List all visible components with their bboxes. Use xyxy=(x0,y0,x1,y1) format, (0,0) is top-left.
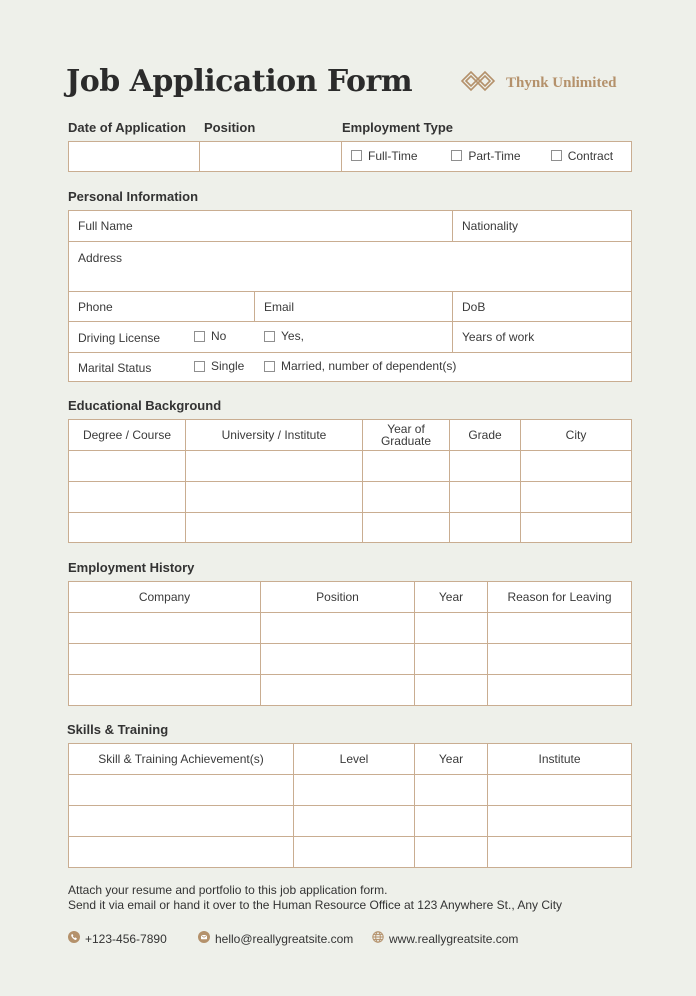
education-table xyxy=(68,419,632,543)
personal-information-title: Personal Information xyxy=(68,189,199,204)
dob-field[interactable]: DoB xyxy=(453,292,632,322)
table-row xyxy=(69,675,632,706)
married-checkbox[interactable] xyxy=(264,361,275,372)
table-row xyxy=(69,644,632,675)
employment-header-position: Position xyxy=(261,582,415,613)
years-of-work-field[interactable]: Years of work xyxy=(453,322,632,353)
skills-header-year: Year xyxy=(415,744,488,775)
position-field[interactable] xyxy=(200,142,342,172)
footer-instructions xyxy=(68,883,562,913)
skills-header-achievement: Skill & Training Achievement(s) xyxy=(69,744,294,775)
contact-website xyxy=(372,931,518,946)
footer-line-2: Send it via email or hand it over to the Human Resource Office at 123 Anywhere St., Any City xyxy=(68,898,563,912)
license-yes-option[interactable]: Yes, xyxy=(264,329,304,343)
employment-header-year: Year xyxy=(415,582,488,613)
married-option[interactable]: Married, number of dependent(s) xyxy=(264,359,456,373)
driving-license-field xyxy=(69,322,453,353)
contact-website-text[interactable]: www.reallygreatsite.com xyxy=(389,931,519,946)
educational-background-title: Educational Background xyxy=(68,398,222,413)
contact-email-text[interactable]: hello@reallygreatsite.com xyxy=(215,931,354,946)
table-row xyxy=(69,806,632,837)
license-yes-checkbox[interactable] xyxy=(264,331,275,342)
contract-checkbox[interactable] xyxy=(551,150,562,161)
skills-table xyxy=(68,743,632,868)
phone-field[interactable]: Phone xyxy=(69,292,255,322)
email-field[interactable]: Email xyxy=(255,292,453,322)
single-option[interactable]: Single xyxy=(194,359,264,373)
date-of-application-label: Date of Application xyxy=(68,120,186,135)
page-title: Job Application Form xyxy=(66,64,413,99)
employment-header-company: Company xyxy=(69,582,261,613)
table-row xyxy=(69,775,632,806)
full-time-option[interactable]: Full-Time xyxy=(351,149,448,163)
address-field[interactable]: Address xyxy=(69,242,632,292)
contract-option[interactable]: Contract xyxy=(551,149,613,163)
interlocked-diamond-logo-icon xyxy=(460,67,496,100)
single-checkbox[interactable] xyxy=(194,361,205,372)
table-row xyxy=(69,837,632,868)
part-time-option[interactable]: Part-Time xyxy=(451,149,547,163)
education-header-grade: Grade xyxy=(450,420,521,451)
skills-training-title: Skills & Training xyxy=(67,722,169,737)
marital-status-label: Marital Status xyxy=(78,360,152,375)
phone-icon xyxy=(68,931,80,946)
employment-type-options xyxy=(342,142,632,172)
driving-license-label: Driving License xyxy=(78,330,161,345)
contact-phone-text: +123-456-7890 xyxy=(85,931,167,946)
table-row xyxy=(69,482,632,513)
personal-information-table xyxy=(68,210,632,382)
education-header-degree: Degree / Course xyxy=(69,420,186,451)
marital-status-field xyxy=(69,353,632,382)
table-row xyxy=(69,451,632,482)
date-of-application-field[interactable] xyxy=(69,142,200,172)
employment-history-title: Employment History xyxy=(68,560,195,575)
email-icon xyxy=(198,931,210,946)
brand xyxy=(460,68,616,98)
table-row xyxy=(69,613,632,644)
part-time-checkbox[interactable] xyxy=(451,150,462,161)
brand-name: Thynk Unlimited xyxy=(506,74,617,91)
full-time-checkbox[interactable] xyxy=(351,150,362,161)
education-header-university: University / Institute xyxy=(186,420,363,451)
employment-header-reason: Reason for Leaving xyxy=(488,582,632,613)
skills-header-institute: Institute xyxy=(488,744,632,775)
top-row-table xyxy=(68,141,632,172)
education-header-city: City xyxy=(521,420,632,451)
nationality-field[interactable]: Nationality xyxy=(453,211,632,242)
full-name-field[interactable]: Full Name xyxy=(69,211,453,242)
employment-type-label: Employment Type xyxy=(342,120,454,135)
license-no-option[interactable]: No xyxy=(194,329,264,343)
globe-icon xyxy=(372,931,384,946)
contact-phone xyxy=(68,931,167,946)
footer-line-1: Attach your resume and portfolio to this job application form. xyxy=(68,883,388,897)
skills-header-level: Level xyxy=(294,744,415,775)
education-header-year: Year of Graduate xyxy=(363,420,450,451)
position-label: Position xyxy=(204,120,256,135)
table-row xyxy=(69,513,632,543)
employment-table xyxy=(68,581,632,706)
license-no-checkbox[interactable] xyxy=(194,331,205,342)
contact-email xyxy=(198,931,353,946)
